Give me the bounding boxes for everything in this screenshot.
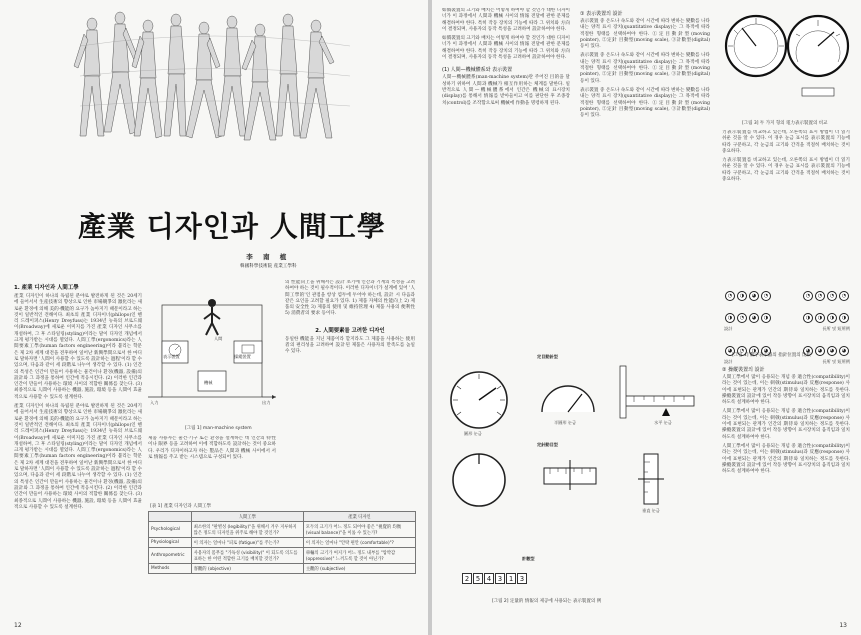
dial-labels-1 xyxy=(724,326,850,332)
fig1-label-human: 人間 xyxy=(214,336,223,341)
right-column-2 xyxy=(580,8,710,318)
table-1-header: 人間工學 xyxy=(191,512,303,522)
fig1-label-display: 表示裝置 xyxy=(163,354,180,359)
dial-row-1 xyxy=(724,282,850,301)
fig4-label: 設計 xyxy=(724,326,733,331)
dial-icon: ◕ xyxy=(839,346,849,356)
control-design-heading: ② 操縱裝置의 設計 xyxy=(722,367,765,373)
right-col3b-text-cont: 人間工學에서 많이 응용되는 개념 중 適合性(compatibility)이라는 것이 있는데, 이는 刺戟(stimulus)과 反應(response) 사이에 표현되는 관계가 인간의 期待와 일치하는 정도를 뜻한다. 操縱裝置의 設計에 있어 작동 방향이 표시장치의 움직임과 일치하도록 설계하여야 한다. xyxy=(722,409,850,440)
right-col2-text-cont: 表示裝置 중 온도나 속도와 같이 시간에 따라 변하는 變數를 나타내는 양적 표시 장치(quantitative display)는 그 목적에 따라 적절한 형태를 선택하여야 한다. ①定目動針型(moving pointer), ②定針 目動型(moving scale), ③計數型(digital) 등이 있다. xyxy=(580,53,710,84)
dial-icon: ◔ xyxy=(737,346,747,356)
dial-icon: ◕ xyxy=(749,291,759,301)
table-1-caption: [表 1] 產業 디자인과 人間工學 xyxy=(150,504,211,509)
right-col2-text-cont2: 表示裝置 중 온도나 속도와 같이 시간에 따라 변하는 變數를 나타내는 양적 표시 장치(quantitative display)는 그 목적에 따라 적절한 형태를 선택하여야 한다. ①定目動針型(moving pointer), ②定針 目動型(moving scale), ③計數型(digital) 등이 있다. xyxy=(580,87,710,119)
fig2-sub-horizontal: 水平 눈금 xyxy=(654,420,672,425)
table-cell: Physiological xyxy=(149,538,192,548)
dial-icon: ◕ xyxy=(803,346,813,356)
dial-icon: ◑ xyxy=(815,313,825,323)
left-column-1 xyxy=(14,280,142,610)
dial-icon: ◔ xyxy=(761,291,771,301)
left-column-3 xyxy=(285,280,415,500)
fig2-sub-semicircular: 半圓形 눈금 xyxy=(554,420,576,425)
digital-counter xyxy=(462,566,528,585)
right-col1-subheading: (1) 人間—機械體系와 表示裝置 xyxy=(442,67,513,74)
right-page-number: 13 xyxy=(839,622,847,629)
digit-cell: 5 xyxy=(473,573,483,584)
table-cell: 客觀的 (objective) xyxy=(191,564,303,574)
table-cell: Methods xyxy=(149,564,192,574)
left-page xyxy=(0,0,428,635)
dial-icon: ◕ xyxy=(725,346,735,356)
dial-icon: ◕ xyxy=(827,346,837,356)
digit-cell: 4 xyxy=(484,573,494,584)
dial-row-2 xyxy=(724,304,850,323)
table-1-header-row xyxy=(149,512,416,522)
figure-4-caption: [그림 4] 數字表示器의 指針位置의 比較 xyxy=(732,353,811,358)
dial-icon: ◑ xyxy=(839,313,849,323)
digit-cell: 2 xyxy=(462,573,472,584)
digit-cell: 3 xyxy=(517,573,527,584)
table-cell: 모두의 크기가 어느 정도 되어야 좋은 "視覺的 均衡(visual balance)"을 이룰 수 있는가? xyxy=(303,522,415,538)
author-name: 李 南 植 xyxy=(246,253,291,261)
right-page xyxy=(432,0,861,635)
left-column-2 xyxy=(148,436,276,500)
dial-icon: ◑ xyxy=(803,313,813,323)
left-col1-text-cont: 產業 디자인이 하나의 독립된 분야로 발전하게 된 것은 20세기에 들어서서 生産技術의 향상으로 인한 市場競爭의 激化라는 새로운 환경에 의해 美的·機能的 요구가 높아지기 때문이라고 하는 것이 일반적인 견해이다. 최초의 產業 디자이너(philopo)인 헨리 드레이퍼스(Henry Dreyfuss)는 1934년 뉴욕의 브로드웨이(Broadway)에 새로운 이미지를 가진 產業 디자인 사무소를 개설하여, 그 후 스타일링(styling)이라는 말이 디자인 개념에서 크게 평가받는 시대를 열었다. 人間工學(ergonomics)라는 人間要素工學(human factors engineering)이라 불리는 학문은 제 2차 세계 대전을 전후하여 일어난 新興學問으로서 한 마디로 말하자면 '人間이 사용할 수 있도록 設計하는 過程'이라 할 수 있으며, 다음과 같이 세 段階로 나누어 생각할 수 있다. (1) 인간의 특성은 인간이 만들어 사용하는 물건이나 환경(機器, 設備)의 設計와 그 과정을 통하여 인간에 적응시킨다. (2) 이러한 인간과 인간이 만들어 사용하는 環境 사이의 적합한 關係를 찾는다. (3) 최종적으로 人間이 사용하는 機器, 施設, 環境 등을 人間이 효율적으로 사용할 수 있도록 설계한다. xyxy=(14,404,142,510)
dial-icon: ◔ xyxy=(839,291,849,301)
fig2-sub-circular: 圓形 눈금 xyxy=(464,431,482,436)
left-page-number: 12 xyxy=(14,622,22,629)
fig4-label: 長所 및 短所例 xyxy=(822,326,850,331)
table-cell: Psychological xyxy=(149,522,192,538)
author-affiliation: 韓國科學技術院 産業工學科 xyxy=(240,264,297,269)
right-col3-text-cont: 力表示裝置를 비교하고 있는데, 오른쪽의 표시 방법이 더 읽기 쉬운 것을 알 수 있다. 이 경우 눈금 표시를 表示裝置의 기능에 따라 구분하고, 각 눈금의 크기와 간격을 적절히 배치하는 것이 중요하다. xyxy=(722,158,850,183)
fig2-type-moving-pointer: 定目動針型 xyxy=(537,354,558,359)
table-1-header xyxy=(149,512,192,522)
article-title: 產業 디자인과 人間工學 xyxy=(78,210,386,243)
fig1-label-output: 出力 xyxy=(262,400,271,405)
table-cell: 主觀的 (subjective) xyxy=(303,564,415,574)
table-cell: 사용자의 몸무를 "가독성 (visibility)" 이 되도록 의도를 표하는 한 어떤 적합한 크기를 배치할 것인가? xyxy=(191,548,303,564)
left-col1-text: 產業 디자인이 하나의 독립된 분야로 발전하게 된 것은 20세기에 들어서서 生産技術의 향상으로 인한 市場競爭의 激化라는 새로운 환경에 의해 美的·機能的 요구가 높아지기 때문이라고 하는 것이 일반적인 견해이다. 최초의 產業 디자이너(philopo)인 헨리 드레이퍼스(Henry Dreyfuss)는 1934년 뉴욕의 브로드웨이(Broadway)에 새로운 이미지를 가진 產業 디자인 사무소를 개설하여, 그 후 스타일링(styling)이라는 말이 디자인 개념에서 크게 평가받는 시대를 열었다. 人間工學(ergonomics)라는 人間要素工學(human factors engineering)이라 불리는 학문은 제 2차 세계 대전을 전후하여 일어난 新興學問으로서 한 마디로 말하자면 '人間이 사용할 수 있도록 設計하는 過程'이라 할 수 있으며, 다음과 같이 세 段階로 나누어 생각할 수 있다. (1) 인간의 특성은 인간이 만들어 사용하는 물건이나 환경(機器, 設備)의 設計와 그 과정을 통하여 인간에 적응시킨다. (2) 이러한 인간과 인간이 만들어 사용하는 環境 사이의 적합한 關係를 찾는다. (3) 최종적으로 人間이 사용하는 機器, 施設, 環境 등을 人間이 효율적으로 사용할 수 있도록 설계한다. xyxy=(14,294,142,400)
dial-icon: ◔ xyxy=(803,291,813,301)
fig2-sub-vertical: 垂直 눈금 xyxy=(642,508,660,513)
figure-3-caption: [그림 3] 두 가지 형의 電力表示裝置의 비교 xyxy=(742,121,828,126)
dial-icon: ◑ xyxy=(737,291,747,301)
fig4-label: 長所 및 短所例 xyxy=(822,359,850,364)
left-col2-text: 의 性能向上을 위해서는 設計 초기에 인간과 기계의 특성을 고려하여야 하는 것이 필수적이다. 이러한 디자이너가 설계에 있어 '人間工學的'인 관점을 항상 염두에 두어야 하는데, 設計 시 다음과 같은 요인을 고려할 필요가 있다. 1) 제품 자체의 性能向上 2) 제품의 安全性 3) 제품의 使用 및 維持管理 4) 제품 사용의 便利性 5) 消費者의 要求 등이다. xyxy=(285,280,415,317)
dial-icon: ◑ xyxy=(749,346,759,356)
dial-icon: ◔ xyxy=(737,313,747,323)
right-col1-text: 如價裝置의 크기와 배치는 어떻게 하여야 할 것인가 대한 디자이너가 이 과정에서 人間과 機械 사이의 情報 전달에 관한 문제를 해결하여야 한다. 특히 작동 장치의 기능에 따라 그 위치와 方向이 결정되며, 사용자의 동작 특성을 고려하여 設計하여야 한다. xyxy=(442,8,570,32)
dial-icon: ◑ xyxy=(725,313,735,323)
right-col1-text-cont: 如價裝置의 크기와 배치는 어떻게 하여야 할 것인가 대한 디자이너가 이 과정에서 人間과 機械 사이의 情報 전달에 관한 문제를 해결하여야 한다. 특히 작동 장치의 기능에 따라 그 위치와 方向이 결정되며, 사용자의 동작 특성을 고려하여 設計하여야 한다. xyxy=(442,36,570,61)
table-row xyxy=(149,522,416,538)
table-row xyxy=(149,538,416,548)
section-1-heading: 1. 產業 디자인과 人間工學 xyxy=(14,285,79,291)
table-1-header: 產業 디자인 xyxy=(303,512,415,522)
walking-figures-illustration xyxy=(70,6,360,196)
right-column-3 xyxy=(722,130,850,280)
man-machine-diagram xyxy=(148,285,276,420)
table-cell: Anthropometric xyxy=(149,548,192,564)
right-col3b-text-cont2: 人間工學에서 많이 응용되는 개념 중 適合性(compatibility)이라는 것이 있는데, 이는 刺戟(stimulus)과 反應(response) 사이에 표현되는 관계가 인간의 期待와 일치하는 정도를 뜻한다. 操縱裝置의 設計에 있어 작동 방향이 표시장치의 움직임과 일치하도록 설계하여야 한다. xyxy=(722,443,850,475)
table-row xyxy=(149,564,416,574)
fig1-label-machine: 機械 xyxy=(204,380,213,385)
table-cell: 車輛의 크기가 여지가 어느 정도 내부를 "압박감(oppressive)" 느끼도록 할 것이 아닌가? xyxy=(303,548,415,564)
right-col3b-text: 人間工學에서 많이 응용되는 개념 중 適合性(compatibility)이라는 것이 있는데, 이는 刺戟(stimulus)과 反應(response) 사이에 표현되는 관계가 인간의 期待와 일치하는 정도를 뜻한다. 操縱裝置의 設計에 있어 작동 방향이 표시장치의 움직임과 일치하도록 설계하여야 한다. xyxy=(722,375,850,406)
digit-cell: 1 xyxy=(506,573,516,584)
dial-icon: ◕ xyxy=(815,346,825,356)
fig1-label-control: 操縱裝置 xyxy=(234,354,251,359)
gauge-figures xyxy=(444,360,712,590)
power-meter-comparison xyxy=(722,6,852,118)
dial-icon: ◔ xyxy=(725,291,735,301)
figure-1-caption: [그림 1] man-machine system xyxy=(185,426,252,431)
table-cell: 이 의자는 얼마나 "피로 (fatigue)"를 주는가? xyxy=(191,538,303,548)
author-block xyxy=(240,252,297,269)
dial-icon: ◕ xyxy=(749,313,759,323)
table-row xyxy=(149,548,416,564)
left-col2c-text: 동일한 機能을 지닌 제품이라 할지라도 그 제품을 사용하는 使用者의 편리성을 고려하여 設計된 제품은 사용자의 만족도를 높일 수 있다. xyxy=(285,336,415,355)
dial-icon: ◔ xyxy=(827,291,837,301)
fig4-label: 設計 xyxy=(724,359,733,364)
dial-icon: ◔ xyxy=(815,291,825,301)
right-column-3-bottom xyxy=(722,364,850,612)
dial-icon: ◑ xyxy=(827,313,837,323)
figure-2-caption: [그림 2] 定量的 情報의 제공에 사용되는 表示裝置의 例 xyxy=(492,599,602,604)
right-col2-text: 表示裝置 중 온도나 속도와 같이 시간에 따라 변하는 變數를 나타내는 양적 표시 장치(quantitative display)는 그 목적에 따라 적절한 형태를 선택하여야 한다. ①定目動針型(moving pointer), ②定針 目動型(moving scale), ③計數型(digital) 등이 있다. xyxy=(580,19,710,50)
fig2-type-digital: 計數型 xyxy=(522,556,535,561)
table-cell: 이 의자는 얼마나 "안락 편안 (comfortable)"? xyxy=(303,538,415,548)
table-1 xyxy=(148,511,416,574)
dial-icon: ◕ xyxy=(761,346,771,356)
fig2-type-moving-scale: 定針動目型 xyxy=(537,442,558,447)
section-2-heading: 2. 人間要素를 고려한 디자인 xyxy=(315,327,385,334)
digit-cell: 3 xyxy=(495,573,505,584)
left-col2b-text: 제품 사용자는 물건·기구 또는 환경을 설계하는 데 인간의 特性이나 限界 등을 고려하여 이에 적합하도록 設計하는 것이 중요하다. 우리가 디자이하고자 하는 製品은 人間과 機械 사이에서 서로 情報를 주고 받는 시스템으로 구성되어 있다. xyxy=(148,436,276,460)
dial-icon: ◑ xyxy=(761,313,771,323)
table-cell: 최소한의 "판별성 (legibility)"을 위해서 겨우 지루하지 않은 정도의 디자인을 위주로 해야 할 것인가? xyxy=(191,522,303,538)
right-column-1 xyxy=(442,8,570,318)
right-col1b-text: 人間—機械體系(man-machine system)란 주어진 目的을 달성하기 위하여 人間과 機械가 相互作用하는 체계를 말한다. 일반적으로 人間—機械體系에서 인간은 機械의 표시장치(display)를 통해서 情報를 받아들이고 이를 판단한 후 조종장치(control)를 조작함으로써 機械에 作動을 명령하게 된다. xyxy=(442,75,570,106)
fig1-label-input: 入力 xyxy=(150,400,159,405)
display-design-heading: ① 表示裝置의 設計 xyxy=(580,11,623,17)
right-col3-text: 力表示裝置를 비교하고 있는데, 오른쪽의 표시 방법이 더 읽기 쉬운 것을 알 수 있다. 이 경우 눈금 표시를 表示裝置의 기능에 따라 구분하고, 각 눈금의 크기와 간격을 적절히 배치하는 것이 중요하다. xyxy=(722,130,850,154)
